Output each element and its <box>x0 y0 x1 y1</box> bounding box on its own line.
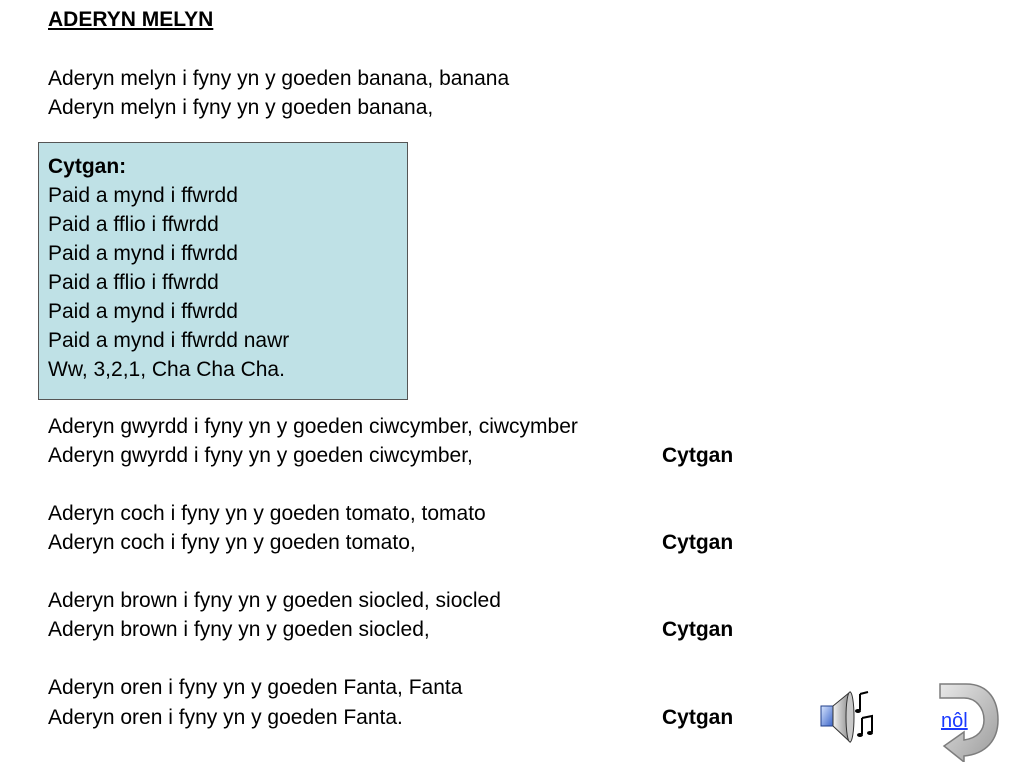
chorus-line: Ww, 3,2,1, Cha Cha Cha. <box>48 358 285 381</box>
verse-red-line1: Aderyn coch i fyny yn y goeden tomato, tomato <box>48 502 486 525</box>
verse-orange-line2: Aderyn oren i fyny yn y goeden Fanta. <box>48 706 403 729</box>
verse-red-line2: Aderyn coch i fyny yn y goeden tomato, <box>48 531 416 554</box>
verse-orange-chorus-tag: Cytgan <box>662 706 734 729</box>
verse-brown-chorus-tag: Cytgan <box>662 618 734 641</box>
chorus-line: Paid a mynd i ffwrdd nawr <box>48 329 290 352</box>
back-link-label[interactable]: nôl <box>941 710 968 732</box>
speaker-music-icon[interactable] <box>818 688 878 746</box>
chorus-line: Paid a fflio i ffwrdd <box>48 213 219 236</box>
verse-brown-line2: Aderyn brown i fyny yn y goeden siocled, <box>48 618 430 641</box>
verse-brown-line1: Aderyn brown i fyny yn y goeden siocled, siocled <box>48 589 501 612</box>
verse-green-line1: Aderyn gwyrdd i fyny yn y goeden ciwcymber, ciwcymber <box>48 415 578 438</box>
song-title: ADERYN MELYN <box>48 8 214 31</box>
chorus-box <box>38 142 408 400</box>
chorus-line: Paid a mynd i ffwrdd <box>48 184 238 207</box>
chorus-heading: Cytgan: <box>48 155 127 178</box>
verse-orange-line1: Aderyn oren i fyny yn y goeden Fanta, Fanta <box>48 676 463 699</box>
chorus-line: Paid a mynd i ffwrdd <box>48 300 238 323</box>
verse1-line1: Aderyn melyn i fyny yn y goeden banana, banana <box>48 67 510 90</box>
verse-green-line2: Aderyn gwyrdd i fyny yn y goeden ciwcymber, <box>48 444 473 467</box>
verse-green-chorus-tag: Cytgan <box>662 444 734 467</box>
verse-red-chorus-tag: Cytgan <box>662 531 734 554</box>
chorus-line: Paid a fflio i ffwrdd <box>48 271 219 294</box>
chorus-line: Paid a mynd i ffwrdd <box>48 242 238 265</box>
verse1-line2: Aderyn melyn i fyny yn y goeden banana, <box>48 96 434 119</box>
